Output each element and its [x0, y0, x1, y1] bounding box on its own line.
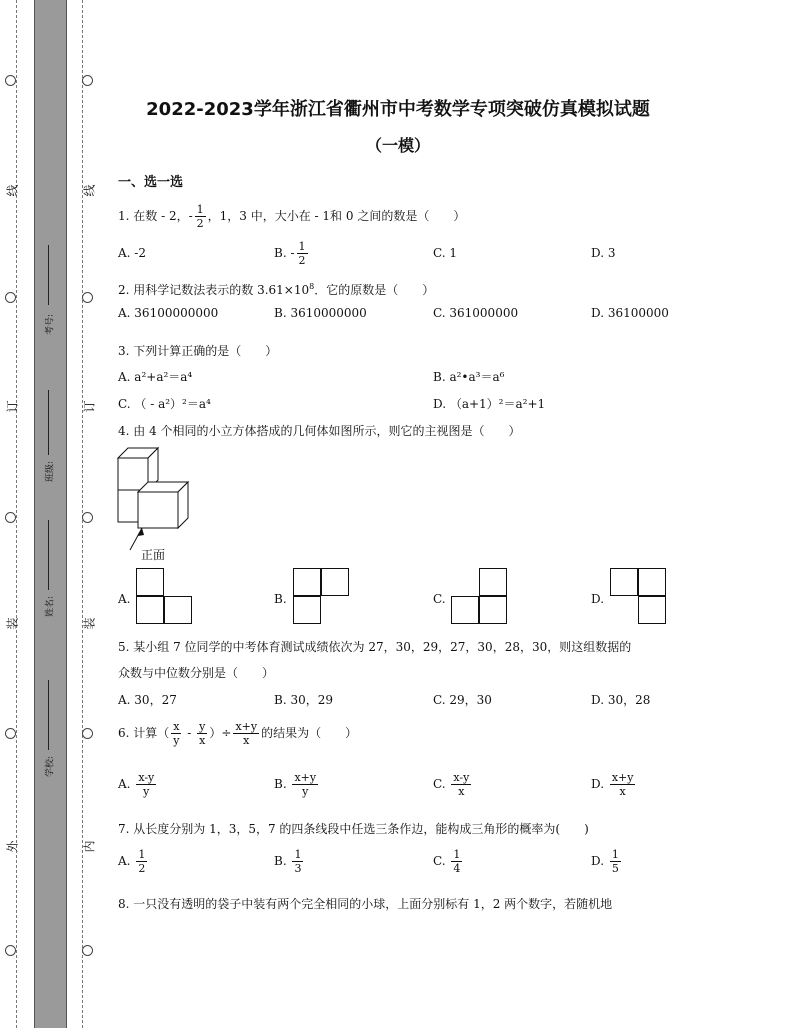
field-label-name: 姓名:	[45, 595, 56, 618]
binding-margin-outer	[0, 0, 34, 1028]
binding-margin-inner	[66, 0, 96, 1028]
fraction: $\frac{x+y}{y}$	[294, 771, 317, 798]
option-c: C. 361000000	[433, 306, 519, 320]
fraction: $\frac{1}{2}$	[196, 203, 204, 230]
option-d: D. （a+1）²＝a²+1	[433, 397, 546, 411]
field-label-class: 班级:	[45, 460, 56, 483]
section-heading: 一、选一选	[118, 175, 184, 190]
option-b-figure	[293, 568, 351, 626]
option-c: C.	[433, 592, 446, 606]
operator: -	[183, 726, 196, 740]
minus-sign: -	[188, 209, 193, 223]
margin-char: 订	[82, 400, 97, 413]
binding-hole	[82, 75, 93, 86]
option-b: B. - $\frac{1}{2}$	[274, 240, 306, 267]
option-c: C. （ - a²）²＝a⁴	[118, 397, 211, 411]
question-text: 2. 用科学记数法表示的数 3.61×10	[118, 283, 310, 297]
option-a-figure	[136, 568, 194, 626]
binding-hole	[5, 945, 16, 956]
question-8: 8. 一只没有透明的袋子中装有两个完全相同的小球，上面分别标有 1，2 两个数字，若随机地	[118, 897, 613, 911]
question-5-cont: 众数与中位数分别是（ ）	[118, 666, 275, 680]
fraction: $\frac{x+y}{x}$	[611, 771, 634, 798]
option-b: B. a²•a³＝a⁶	[433, 370, 505, 384]
fraction: $\frac{x}{y}$	[173, 720, 180, 747]
option-c: C. $\frac{1}{4}$	[433, 848, 461, 875]
fraction: $\frac{x+y}{x}$	[235, 720, 258, 747]
field-underline	[48, 520, 49, 590]
exam-subtitle: （一模）	[365, 136, 430, 155]
option-d: D. 36100000	[591, 306, 669, 320]
fraction: $\frac{1}{2}$	[138, 848, 146, 875]
fraction: $\frac{1}{2}$	[298, 240, 306, 267]
question-6	[118, 720, 357, 747]
field-underline	[48, 680, 49, 750]
option-a: A. 36100000000	[118, 306, 219, 320]
binding-hole	[5, 728, 16, 739]
margin-char: 订	[5, 400, 20, 413]
option-b: B. $\frac{1}{3}$	[274, 848, 302, 875]
field-label-exam-number: 考号:	[45, 313, 56, 336]
binding-hole	[82, 512, 93, 523]
field-underline	[48, 245, 49, 305]
fraction: $\frac{1}{3}$	[294, 848, 302, 875]
fraction: $\frac{y}{x}$	[199, 720, 206, 747]
question-1	[118, 203, 465, 230]
fraction: $\frac{1}{4}$	[453, 848, 461, 875]
question-text: 1. 在数 - 2，	[118, 209, 189, 223]
option-d-figure	[610, 568, 668, 626]
field-label-school: 学校:	[45, 755, 56, 778]
option-b: B. 30，29	[274, 693, 333, 707]
option-a: A. a²+a²＝a⁴	[118, 370, 193, 384]
option-c: C. $\frac{x-y}{x}$	[433, 771, 470, 798]
question-7: 7. 从长度分别为 1，3，5，7 的四条线段中任选三条作边，能构成三角形的概率为( )	[118, 822, 589, 836]
option-a: A.	[118, 592, 131, 606]
exponent: 8	[309, 282, 315, 291]
binding-hole	[5, 512, 16, 523]
fraction: $\frac{1}{5}$	[611, 848, 619, 875]
option-a: A. 30，27	[118, 693, 177, 707]
option-d: D. 30，28	[591, 693, 651, 707]
option-c: C. 1	[433, 246, 458, 260]
question-2	[118, 281, 434, 298]
option-d: D. $\frac{1}{5}$	[591, 848, 619, 875]
exam-title: 2022-2023学年浙江省衢州市中考数学专项突破仿真模拟试题	[146, 99, 650, 120]
option-d: D. 3	[591, 246, 616, 260]
question-text: ．它的原数是（ ）	[314, 283, 435, 297]
field-underline	[48, 390, 49, 455]
figure-label: 正面	[141, 548, 166, 562]
option-a: A. $\frac{x-y}{y}$	[118, 771, 155, 798]
binding-hole	[82, 292, 93, 303]
binding-hole	[5, 75, 16, 86]
binding-hole	[82, 728, 93, 739]
option-a: A. -2	[118, 246, 146, 260]
option-d: D. $\frac{x+y}{x}$	[591, 771, 634, 798]
option-a: A. $\frac{1}{2}$	[118, 848, 146, 875]
option-b: B.	[274, 592, 287, 606]
option-c: C. 29，30	[433, 693, 492, 707]
fraction: $\frac{x-y}{x}$	[453, 771, 470, 798]
student-info-strip	[34, 0, 67, 1028]
margin-char: 线	[5, 184, 20, 197]
cut-line	[16, 0, 17, 1028]
margin-char: 装	[5, 617, 20, 630]
option-b: B. $\frac{x+y}{y}$	[274, 771, 317, 798]
question-text: ，1，3 中，大小在 - 1和 0 之间的数是（ ）	[207, 209, 466, 223]
binding-hole	[82, 945, 93, 956]
question-3: 3. 下列计算正确的是（ ）	[118, 344, 278, 358]
margin-char: 线	[82, 184, 97, 197]
margin-char: 内	[82, 840, 97, 853]
question-5: 5. 某小组 7 位同学的中考体育测试成绩依次为 27，30，29，27，30，28，30，则这组数据的	[118, 640, 632, 654]
option-c-figure	[451, 568, 509, 626]
margin-char: 外	[5, 840, 20, 853]
question-text: 6. 计算（	[118, 726, 170, 740]
operator: ）÷	[209, 726, 232, 740]
margin-char: 装	[82, 617, 97, 630]
option-d: D.	[591, 592, 605, 606]
binding-hole	[5, 292, 16, 303]
question-text: 的结果为（ ）	[261, 726, 358, 740]
fraction: $\frac{x-y}{y}$	[138, 771, 155, 798]
option-b: B. 3610000000	[274, 306, 367, 320]
question-4: 4. 由 4 个相同的小立方体搭成的几何体如图所示，则它的主视图是（ ）	[118, 424, 521, 438]
